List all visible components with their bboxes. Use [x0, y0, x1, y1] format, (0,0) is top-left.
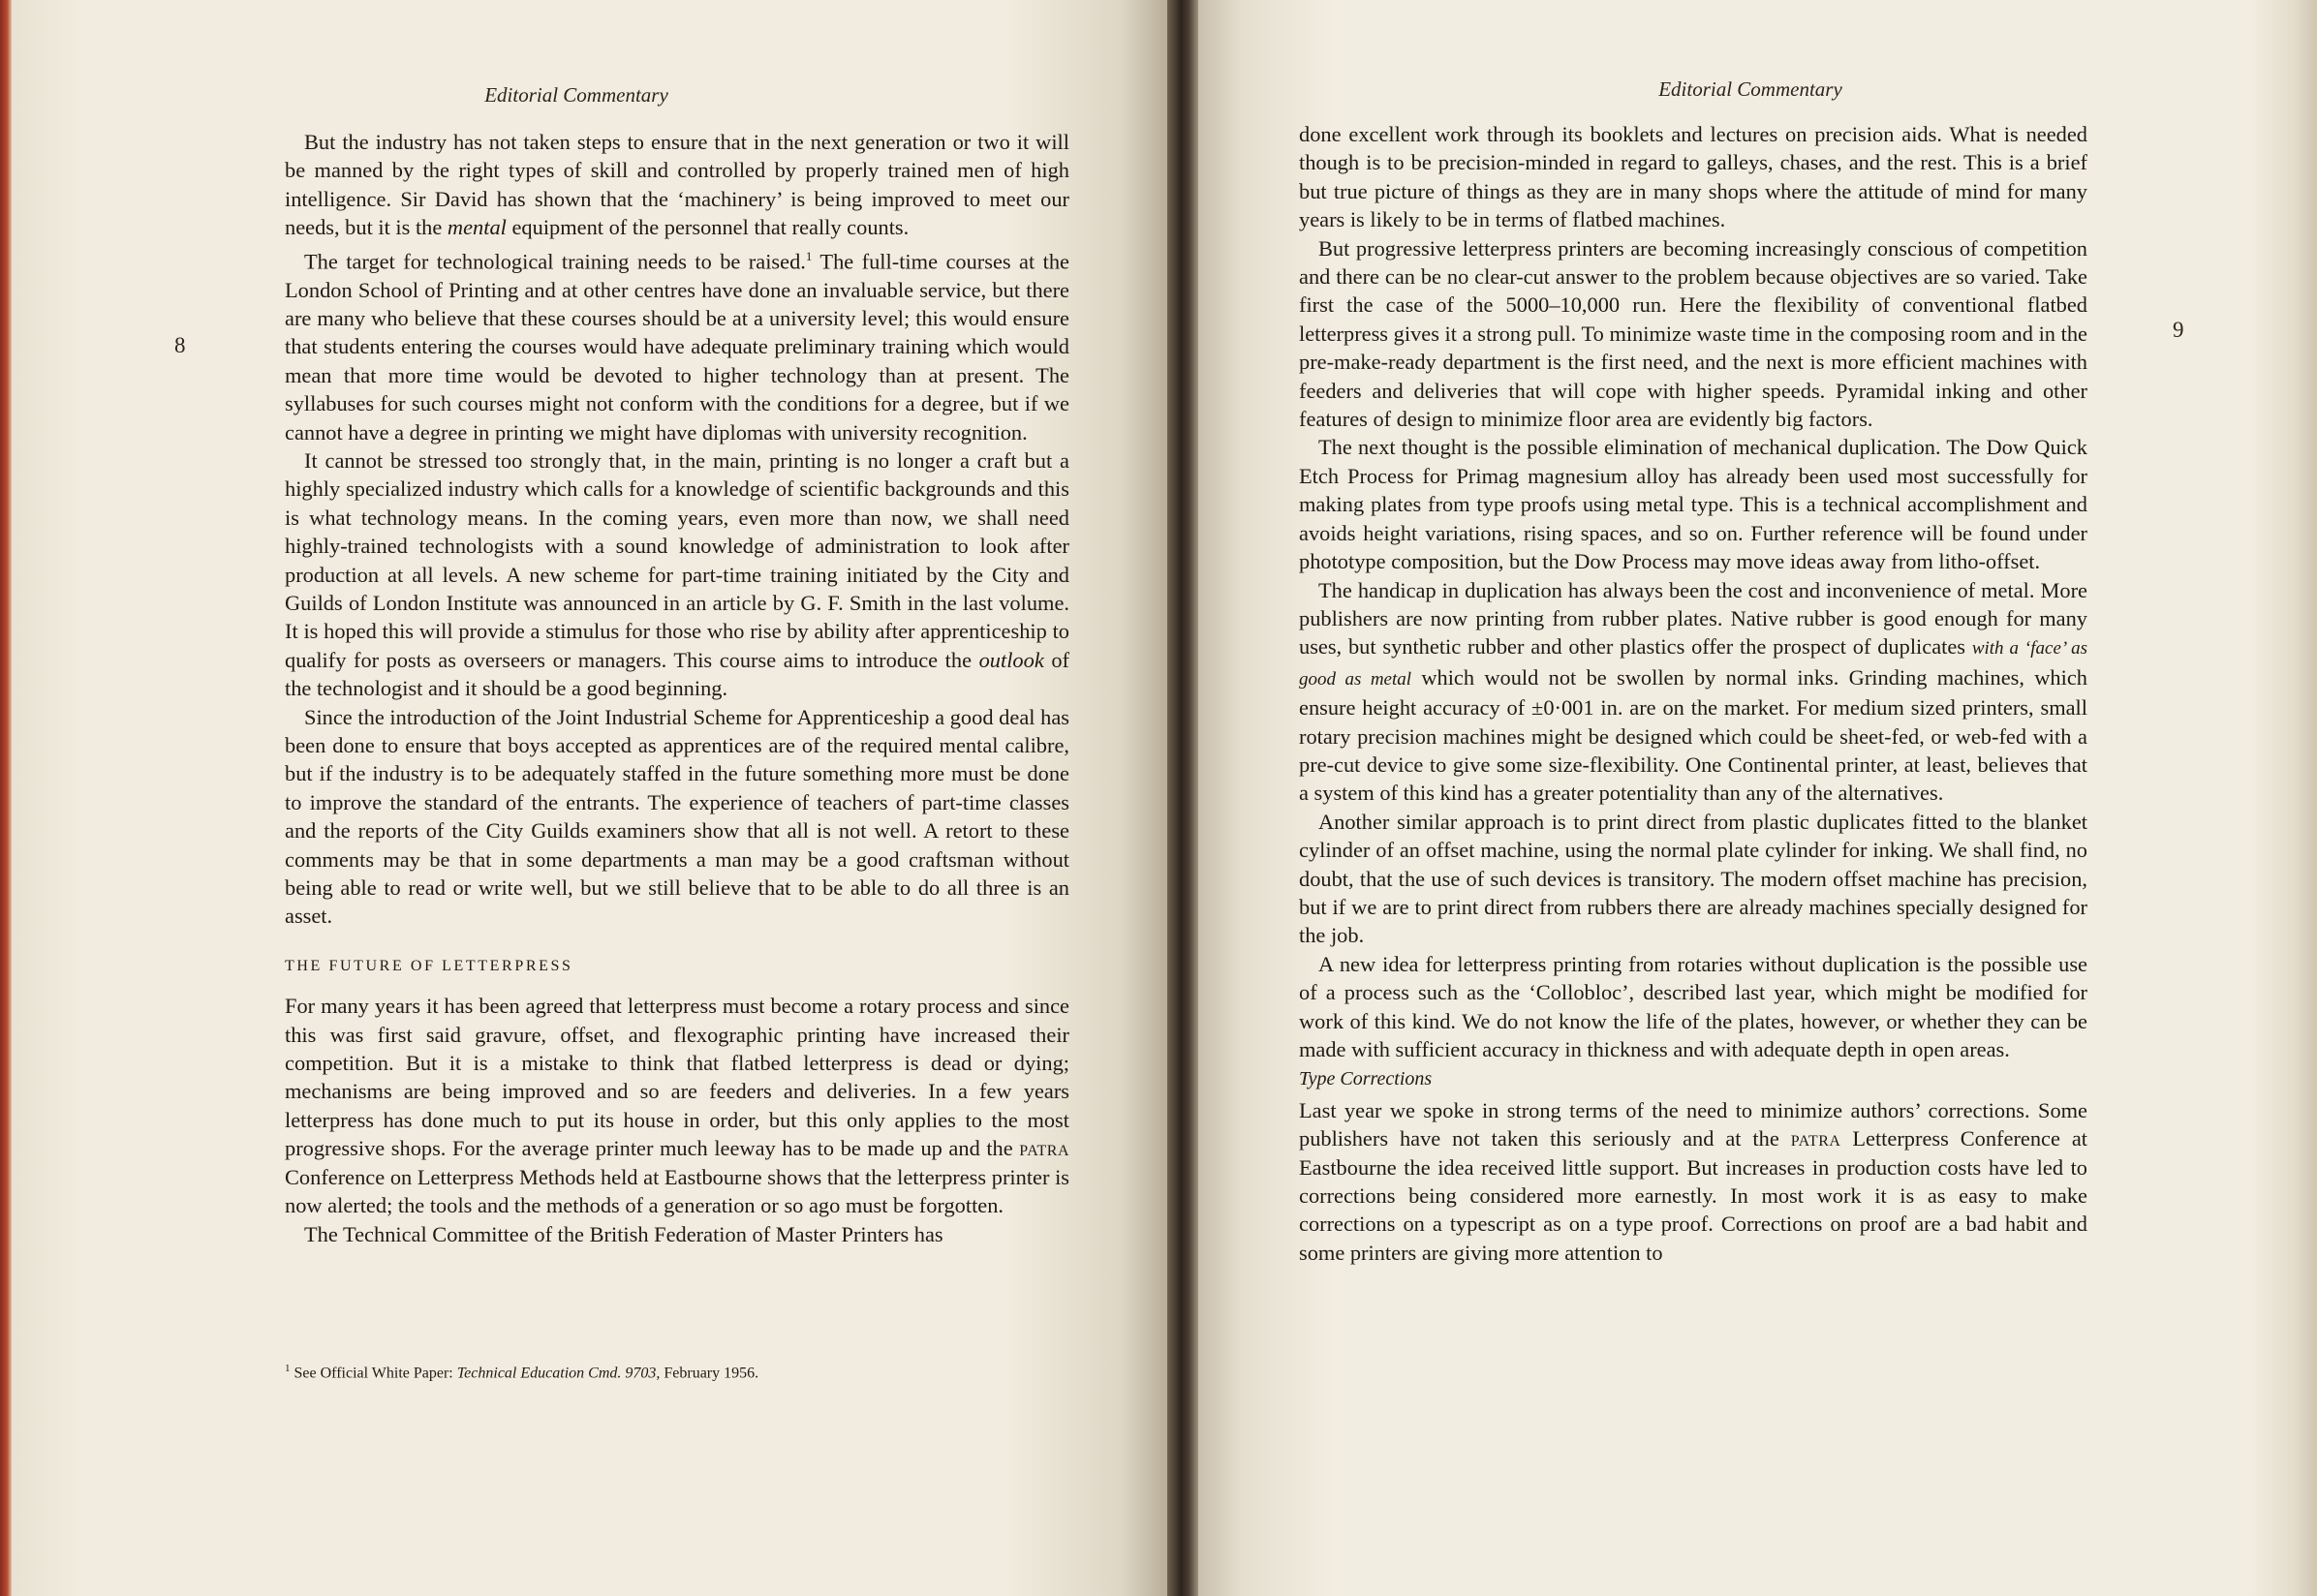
paragraph: The handicap in duplication has always been the cost and inconvenience of metal. More publishers are now printing from rubber plates. Native rubber is good enough for many uses, but synthetic rubber and other plastics offer the prospect of duplicates with a ‘face’ as good as metal which would not be swollen by normal inks. Grinding machines, which ensure height accuracy of ±0·001 in. are on the market. For medium sized printers, small rotary precision machines might be designed which could be sheet-fed, or web-fed with a pre-cut device to give some size-flexibility. One Continental printer, at least, believes that a system of this kind has a greater potentiality than any of the alternatives.: [1299, 577, 2087, 806]
section-heading: THE FUTURE OF LETTERPRESS: [285, 957, 573, 974]
footnote: $^1$ See Official White Paper: Technical Education Cmd. 9703, February 1956.: [285, 1363, 759, 1382]
paragraph: done excellent work through its booklets and lectures on precision aids. What is needed though is to be precision-minded in regard to galleys, chases, and the rest. This is a brief but true picture of things as they are in many shops where the attitude of mind for many years is likely to be in terms of flatbed machines.: [1299, 122, 2087, 232]
left-column: [285, 128, 1069, 1248]
left-page: [12, 0, 1167, 1596]
paragraph: The next thought is the possible elimination of mechanical duplication. The Dow Quick Etch Process for Primag magnesium alloy has already been used most successfully for making plates from type proofs using metal type. This is a technical accomplishment and avoids height variations, rising spaces, and so on. Further reference will be found under phototype composition, but the Dow Process may move ideas away from litho-offset.: [1299, 435, 2087, 574]
paragraph: Since the introduction of the Joint Industrial Scheme for Apprenticeship a good deal has been done to ensure that boys accepted as apprentices are of the required mental calibre, but if the industry is to be adequately staffed in the future something more must be done to improve the standard of the entrants. The experience of teachers of part-time classes and the reports of the City Guilds examiners show that all is not well. A retort to these comments may be that in some departments a man may be a good craftsman without being able to read or write well, but we still believe that to be able to do all three is an asset.: [285, 704, 1069, 929]
paragraph: It cannot be stressed too strongly that, in the main, printing is no longer a craft but a highly specialized industry which calls for a knowledge of scientific backgrounds and this is what technology means. In the coming years, even more than now, we shall need highly-trained technologists with a sound knowledge of administration to look after production at all levels. A new scheme for part-time training initiated by the City and Guilds of London Institute was announced in an article by G. F. Smith in the last volume. It is hoped this will provide a stimulus for those who rise by ability after apprenticeship to qualify for posts as overseers or managers. This course aims to introduce the outlook of the technologist and it should be a good beginning.: [285, 447, 1069, 701]
right-page: [1198, 0, 2317, 1596]
running-head-left: Editorial Commentary: [484, 83, 668, 107]
footnote-ref: 1: [805, 248, 813, 263]
right-column: [1299, 120, 2087, 1267]
paragraph: The Technical Committee of the British Federation of Master Printers has: [304, 1221, 943, 1246]
paragraph: But progressive letterpress printers are becoming increasingly conscious of competition and there can be no clear-cut answer to the problem because objectives are so varied. Take first the case of the 5000–10,000 run. Here the flexibility of conventional flatbed letterpress gives it a strong pull. To minimize waste time in the composing room and in the pre-make-ready department is the first need, and the next is more efficient machines with feeders and deliveries that will cope with higher speeds. Pyramidal inking and other features of design to minimize floor area are evidently big factors.: [1299, 235, 2087, 432]
page-number-left: 8: [174, 333, 186, 357]
subheading: Type Corrections: [1299, 1068, 1433, 1090]
running-head-right: Editorial Commentary: [1658, 77, 1842, 101]
paragraph: But the industry has not taken steps to ensure that in the next generation or two it will be manned by the right types of skill and controlled by properly trained men of high intelligence. Sir David has shown that the ‘machinery’ is being improved to meet our needs, but it is the mental equipment of the personnel that really counts.: [285, 130, 1069, 240]
paragraph: Last year we spoke in strong terms of the need to minimize authors’ corrections. Some publishers have not taken this seriously and at the patra Letterpress Conference at Eastbourne the idea received little support. But increases in production costs have led to corrections being considered more earnestly. In most work it is as easy to make corrections on a typescript as on a type proof. Corrections on proof are a bad habit and some printers are giving more attention to: [1299, 1097, 2087, 1265]
book-gutter: [1167, 0, 1198, 1596]
paragraph: The target for technological training needs to be raised.$^1$ The full-time courses at the London School of Printing and at other centres have done an invaluable service, but there are many who believe that these courses should be at a university level; this would ensure that students entering the courses would have adequate preliminary training which would mean that more time would be devoted to higher technology than at present. The syllabuses for such courses might not conform with the conditions for a degree, but if we cannot have a degree in printing we might have diplomas with university recognition.: [285, 248, 1069, 445]
page-number-right: 9: [2173, 318, 2184, 342]
paragraph: A new idea for letterpress printing from rotaries without duplication is the possible use of a process such as the ‘Collobloc’, described last year, which might be modified for work of this kind. We do not know the life of the plates, however, or whether they can be made with sufficient accuracy in thickness and with adequate depth in open areas.: [1299, 951, 2087, 1061]
paragraph: Another similar approach is to print direct from plastic duplicates fitted to the blanket cylinder of an offset machine, using the normal plate cylinder for inking. We shall find, no doubt, that the use of such devices is transitory. The modern offset machine has precision, but if we are to print direct from rubbers there are already machines specially designed for the job.: [1299, 809, 2087, 948]
paragraph: For many years it has been agreed that letterpress must become a rotary process and since this was first said gravure, offset, and flexographic printing have increased their competition. But it is a mistake to think that flatbed letterpress is dead or dying; mechanisms are being improved and so are feeders and deliveries. In a few years letterpress has done much to put its house in order, but this only applies to the most progressive shops. For the average printer much leeway has to be made up and the patra Conference on Letterpress Methods held at Eastbourne shows that the letterpress printer is now alerted; the tools and the methods of a generation or so ago must be forgotten.: [285, 994, 1069, 1218]
book-edge: [0, 0, 12, 1596]
